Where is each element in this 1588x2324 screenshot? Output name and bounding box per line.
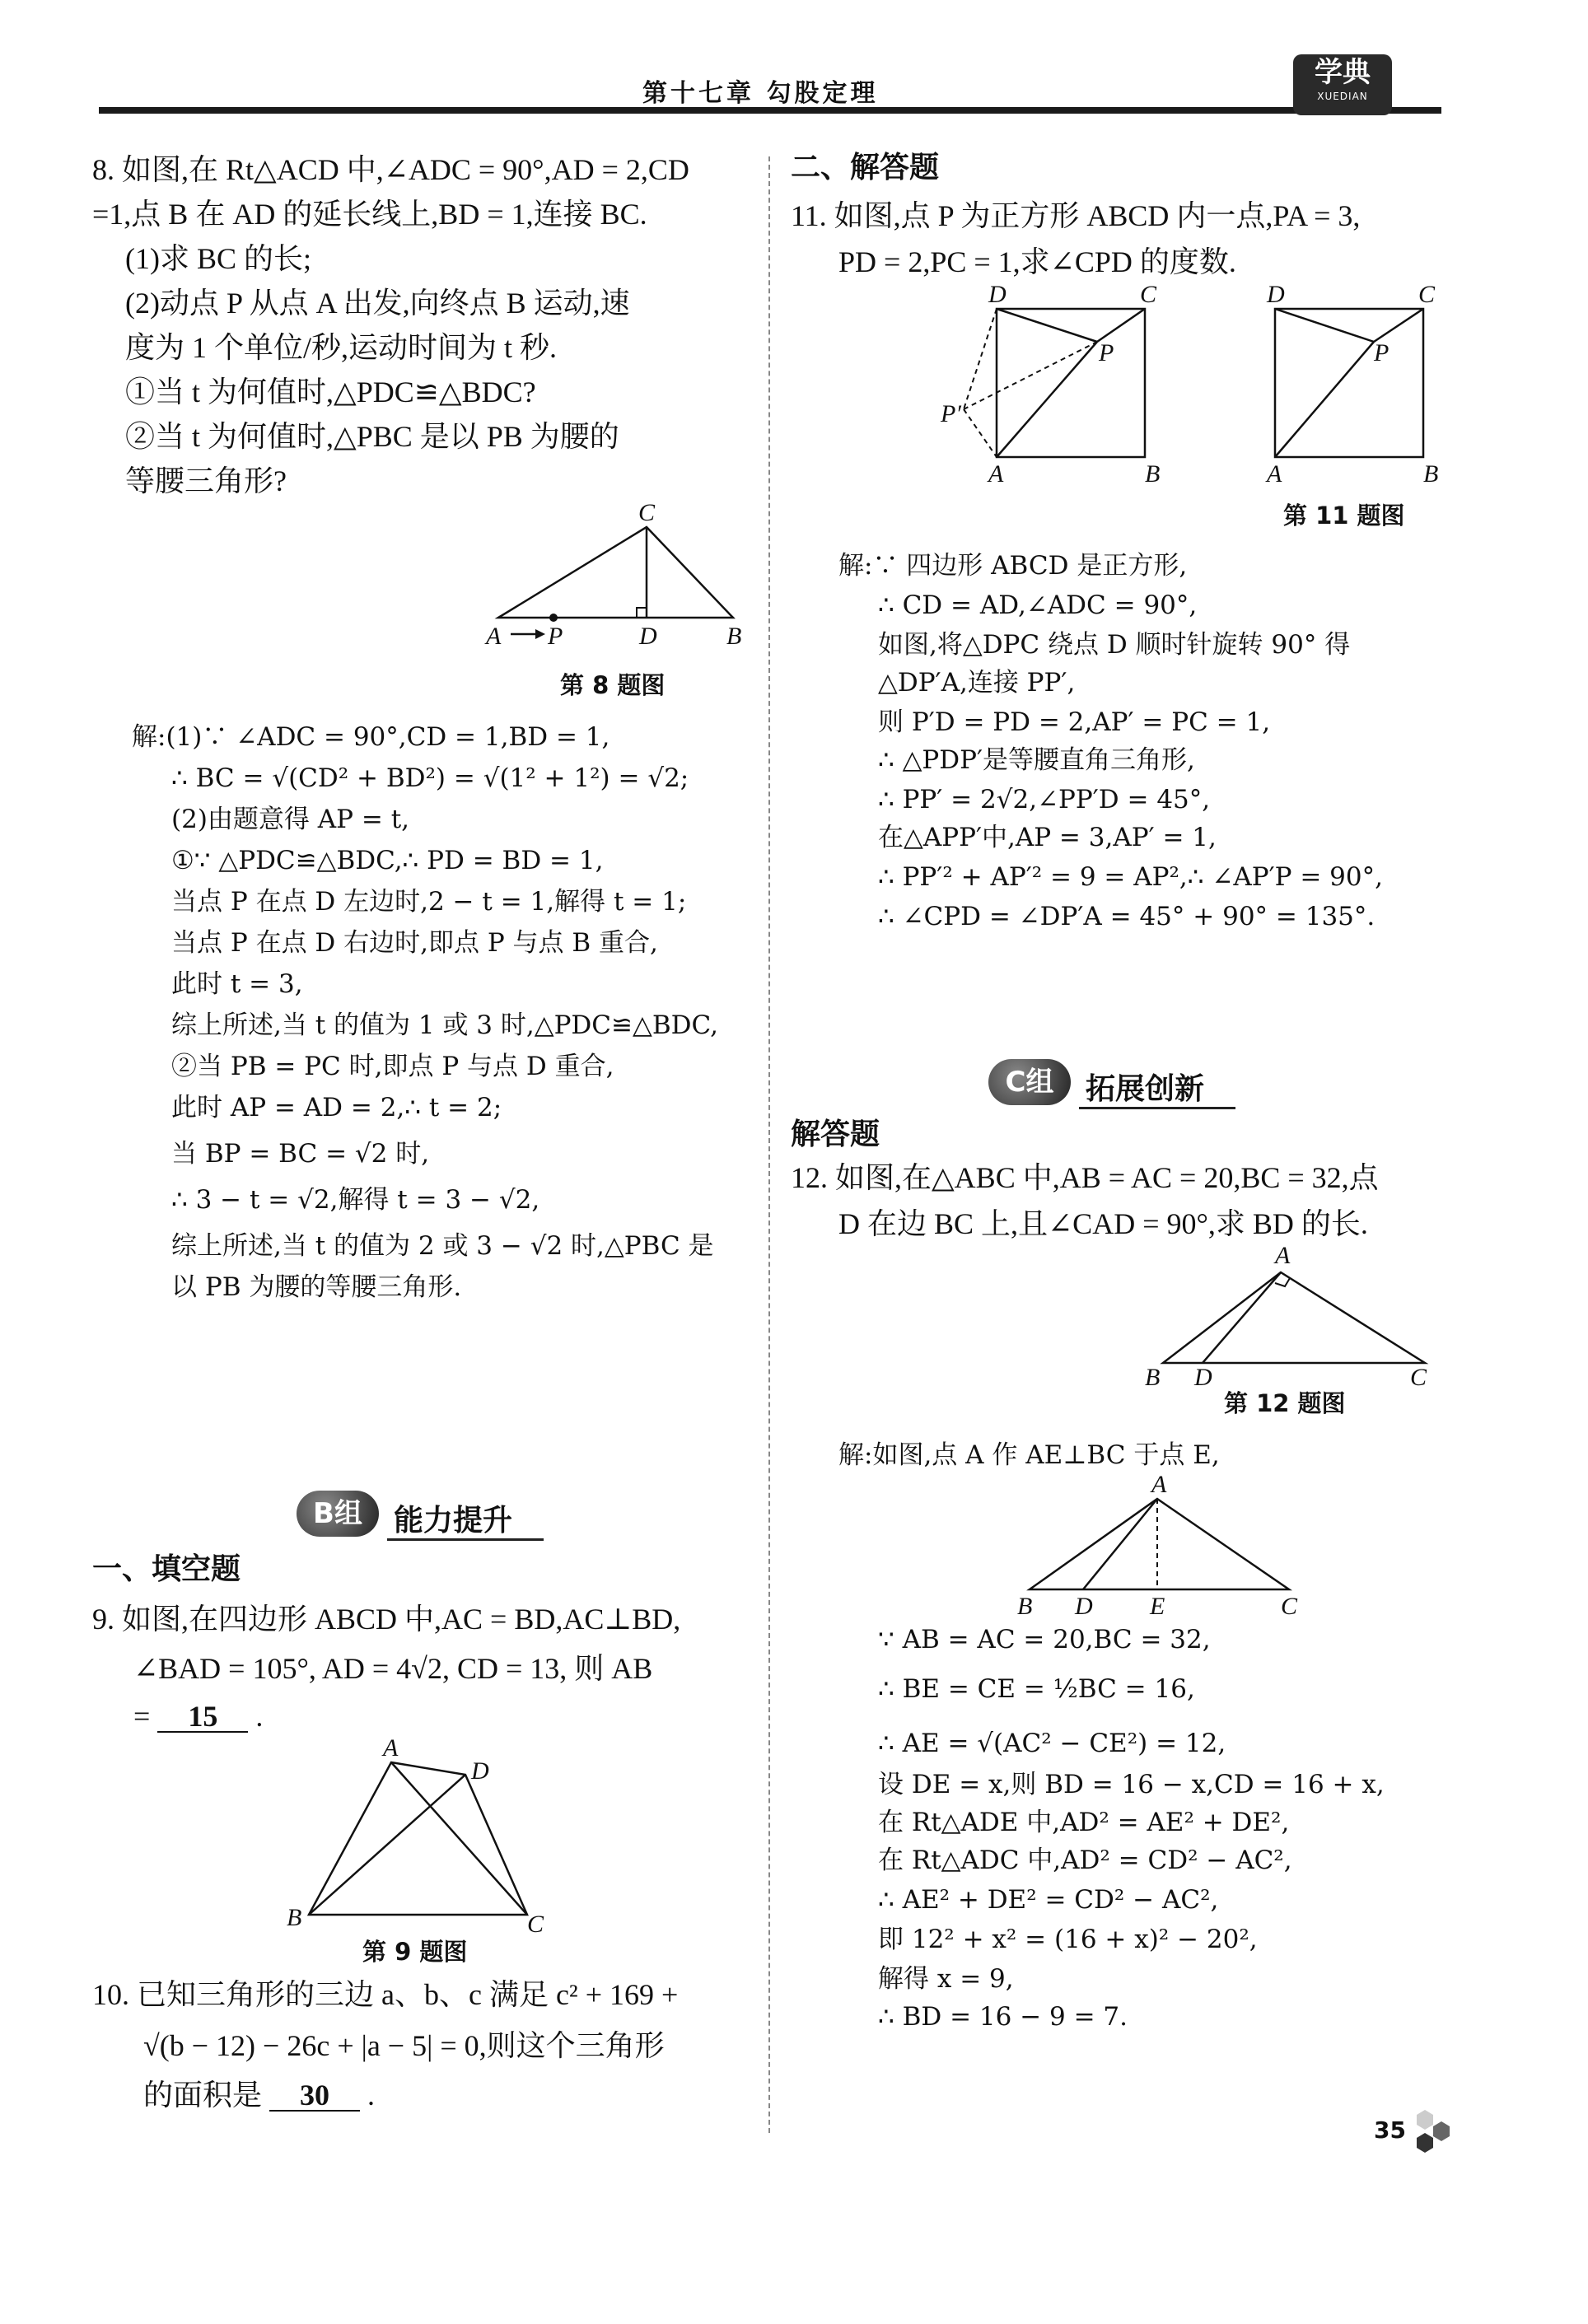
- q8-sol-line-12: ∴ 3 − t = √2,解得 t = 3 − √2,: [171, 1185, 540, 1215]
- figure-q11: [922, 280, 1466, 502]
- q12-line-1: 12. 如图,在△ABC 中,AB = AC = 20,BC = 32,点: [791, 1161, 1379, 1194]
- q12-right-angle-mark: [1275, 1278, 1290, 1286]
- group-c-underline: [1079, 1107, 1235, 1109]
- hexagon-dark: [1417, 2133, 1433, 2153]
- q12-figure-caption: 第 12 题图: [1224, 1389, 1346, 1417]
- q8-sol-line-3: (2)由题意得 AP = t,: [171, 805, 410, 834]
- q11-left-label-b: B: [1145, 460, 1161, 488]
- q8-line-3: (1)求 BC 的长;: [125, 242, 312, 275]
- q11-sol-line-10: ∴ ∠CPD = ∠DP′A = 45° + 90° = 135°.: [878, 902, 1375, 931]
- q11-sol-line-4: △DP′A,连接 PP′,: [878, 668, 1076, 698]
- figure-q9: [280, 1738, 577, 1952]
- q12-label-a: A: [1275, 1244, 1291, 1269]
- q9-quadrilateral: [309, 1762, 527, 1915]
- q8-label-d: D: [639, 623, 657, 650]
- q8-sol-line-13: 综上所述,当 t 的值为 2 或 3 − √2 时,△PBC 是: [171, 1231, 714, 1261]
- q11-line-2: PD = 2,PC = 1,求∠CPD 的度数.: [838, 245, 1236, 278]
- q10-answer: 30: [269, 2080, 360, 2112]
- q8-sol-line-11: 当 BP = BC = √2 时,: [171, 1139, 430, 1169]
- q8-label-c: C: [638, 502, 656, 526]
- q12-label-c: C: [1410, 1364, 1427, 1391]
- q12s-label-b: B: [1017, 1593, 1033, 1620]
- q9-answer: 15: [157, 1701, 248, 1733]
- q8-label-p: P: [548, 623, 563, 650]
- q12s-label-e: E: [1150, 1593, 1165, 1620]
- q11-left-cp: [1097, 309, 1145, 342]
- q8-point-p: [549, 614, 558, 622]
- q12s-triangle: [1030, 1499, 1289, 1589]
- q8-sol-line-10: 此时 AP = AD = 2,∴ t = 2;: [171, 1093, 502, 1122]
- q8-triangle: [498, 527, 733, 618]
- q12-line-2: D 在边 BC 上,且∠CAD = 90°,求 BD 的长.: [838, 1207, 1368, 1240]
- q12-sol-line-1: ∵ AB = AC = 20,BC = 32,: [878, 1625, 1211, 1654]
- fill-in-heading: 一、填空题: [92, 1552, 241, 1586]
- group-b-badge: B组: [297, 1491, 379, 1537]
- q12-label-b: B: [1145, 1364, 1161, 1391]
- q12s-label-d: D: [1075, 1593, 1093, 1620]
- q12-label-d: D: [1194, 1364, 1212, 1391]
- q8-sol-line-14: 以 PB 为腰的等腰三角形.: [171, 1272, 462, 1302]
- q10-prefix: 的面积是: [143, 2079, 263, 2112]
- publisher-logo: [1293, 54, 1392, 115]
- hexagon-light: [1417, 2110, 1433, 2130]
- q11-right-label-b: B: [1423, 460, 1439, 488]
- q11-right-label-c: C: [1418, 281, 1436, 308]
- q12-sol-line-8: 即 12² + x² = (16 + x)² − 20²,: [878, 1925, 1258, 1954]
- q12s-label-c: C: [1281, 1593, 1298, 1620]
- q9-figure-caption: 第 9 题图: [362, 1938, 468, 1966]
- q8-line-1: 8. 如图,在 Rt△ACD 中,∠ADC = 90°,AD = 2,CD: [92, 153, 689, 186]
- logo-text: 学典: [1315, 56, 1371, 89]
- q12-sol-line-10: ∴ BD = 16 − 9 = 7.: [878, 2002, 1128, 2032]
- group-b-title: 能力提升: [394, 1504, 513, 1538]
- q12-sol-line-7: ∴ AE² + DE² = CD² − AC²,: [878, 1885, 1219, 1915]
- q8-sol-line-5: 当点 P 在点 D 左边时,2 − t = 1,解得 t = 1;: [171, 887, 687, 917]
- q12-sol-line-2: ∴ BE = CE = ½BC = 16,: [878, 1674, 1195, 1704]
- q11-left-ap: [997, 342, 1097, 457]
- figure-q8: [478, 502, 758, 667]
- q9-label-a: A: [383, 1738, 399, 1762]
- q12-sol-line-9: 解得 x = 9,: [878, 1964, 1014, 1994]
- group-c-banner: [988, 1059, 1252, 1108]
- q12-triangle: [1163, 1272, 1425, 1363]
- solve-heading: 二、解答题: [791, 151, 940, 184]
- q8-right-angle-mark: [637, 608, 647, 618]
- q11-dashed-pp2: [964, 342, 1097, 409]
- q11-left-label-a: A: [988, 460, 1004, 488]
- q12-segment-ad: [1203, 1272, 1281, 1363]
- q8-line-7: ②当 t 为何值时,△PBC 是以 PB 为腰的: [125, 420, 619, 453]
- group-c-title: 拓展创新: [1086, 1072, 1205, 1106]
- q8-line-8: 等腰三角形?: [125, 464, 287, 497]
- q11-sol-line-9: ∴ PP′² + AP′² = 9 = AP²,∴ ∠AP′P = 90°,: [878, 862, 1383, 892]
- hexagon-mid: [1433, 2121, 1450, 2141]
- logo-subtext: XUEDIAN: [1317, 91, 1368, 102]
- q11-left-label-d: D: [988, 281, 1007, 308]
- q11-left-dp: [997, 309, 1097, 342]
- q12-solution-intro: 解:如图,点 A 作 AE⊥BC 于点 E,: [838, 1440, 1220, 1470]
- q11-right-dp: [1275, 309, 1374, 342]
- q11-left-label-p-prime: P′: [941, 400, 961, 427]
- q8-sol-line-4: ①∵ △PDC≌△BDC,∴ PD = BD = 1,: [171, 846, 604, 875]
- q11-right-ap: [1275, 342, 1374, 457]
- q11-dashed-p2a: [964, 409, 997, 457]
- q9-period: .: [255, 1700, 264, 1733]
- q11-left-label-c: C: [1140, 281, 1157, 308]
- q8-line-6: ①当 t 为何值时,△PDC≌△BDC?: [125, 376, 536, 408]
- column-divider: [768, 156, 770, 2133]
- q8-sol-line-7: 此时 t = 3,: [171, 969, 303, 999]
- q12-sol-line-6: 在 Rt△ADC 中,AD² = CD² − AC²,: [878, 1846, 1292, 1875]
- q11-figure-caption: 第 11 题图: [1283, 502, 1405, 530]
- q9-line-1: 9. 如图,在四边形 ABCD 中,AC = BD,AC⊥BD,: [92, 1603, 681, 1636]
- q10-line-2: √(b − 12) − 26c + |a − 5| = 0,则这个三角形: [143, 2029, 665, 2062]
- q9-label-b: B: [287, 1904, 302, 1931]
- q12-sol-line-5: 在 Rt△ADE 中,AD² = AE² + DE²,: [878, 1808, 1290, 1837]
- q8-line-4: (2)动点 P 从点 A 出发,向终点 B 运动,速: [125, 287, 630, 320]
- q11-sol-line-5: 则 P′D = PD = 2,AP′ = PC = 1,: [878, 707, 1271, 737]
- q11-right-label-d: D: [1267, 281, 1285, 308]
- q8-label-b: B: [726, 623, 742, 650]
- q8-line-2: =1,点 B 在 AD 的延长线上,BD = 1,连接 BC.: [92, 198, 647, 231]
- q11-square-right: [1275, 309, 1423, 457]
- q11-left-label-p: P: [1099, 339, 1114, 366]
- q10-line-3: [143, 2080, 375, 2112]
- group-b-underline: [387, 1538, 544, 1541]
- q9-label-c: C: [527, 1911, 544, 1938]
- q9-equals: =: [133, 1700, 151, 1733]
- q11-right-label-a: A: [1267, 460, 1282, 488]
- q8-arrow-head: [535, 629, 545, 639]
- q10-period: .: [367, 2079, 376, 2112]
- q9-diagonal-ac: [391, 1762, 527, 1915]
- chapter-title: 第十七章 勾股定理: [642, 79, 879, 108]
- group-b-banner: [297, 1491, 560, 1540]
- q9-line-3: [133, 1701, 263, 1733]
- q8-sol-line-6: 当点 P 在点 D 右边时,即点 P 与点 B 重合,: [171, 928, 658, 958]
- q8-figure-caption: 第 8 题图: [560, 671, 666, 699]
- q11-line-1: 11. 如图,点 P 为正方形 ABCD 内一点,PA = 3,: [791, 199, 1361, 232]
- q11-right-label-p: P: [1374, 339, 1390, 366]
- q11-sol-line-3: 如图,将△DPC 绕点 D 顺时针旋转 90° 得: [878, 630, 1351, 660]
- solve-heading-2: 解答题: [791, 1118, 880, 1151]
- q11-right-cp: [1374, 309, 1423, 342]
- q12-sol-line-4: 设 DE = x,则 BD = 16 − x,CD = 16 + x,: [878, 1770, 1385, 1799]
- group-c-badge: C组: [988, 1059, 1071, 1105]
- q11-sol-line-7: ∴ PP′ = 2√2,∠PP′D = 45°,: [878, 785, 1211, 814]
- q9-label-d: D: [471, 1757, 489, 1785]
- q8-sol-line-2: ∴ BC = √(CD² + BD²) = √(1² + 1²) = √2;: [171, 763, 689, 793]
- page-decoration: [1400, 2108, 1458, 2158]
- page-number: 35: [1374, 2116, 1406, 2144]
- q10-line-1: 10. 已知三角形的三边 a、b、c 满足 c² + 169 +: [92, 1978, 679, 2011]
- q8-sol-line-8: 综上所述,当 t 的值为 1 或 3 时,△PDC≌△BDC,: [171, 1010, 718, 1040]
- q8-sol-line-9: ②当 PB = PC 时,即点 P 与点 D 重合,: [171, 1052, 614, 1081]
- q12-sol-line-3: ∴ AE = √(AC² − CE²) = 12,: [878, 1729, 1226, 1758]
- q11-sol-line-1: 解:∵ 四边形 ABCD 是正方形,: [838, 551, 1188, 581]
- q12s-label-a: A: [1151, 1474, 1167, 1498]
- q9-diagonal-bd: [309, 1775, 465, 1915]
- q9-line-2: ∠BAD = 105°, AD = 4√2, CD = 13, 则 AB: [133, 1652, 653, 1685]
- q11-square-left: [997, 309, 1145, 457]
- q8-sol-line-1: 解:(1)∵ ∠ADC = 90°,CD = 1,BD = 1,: [132, 722, 610, 752]
- figure-q12-solution: [1005, 1474, 1318, 1622]
- q8-line-5: 度为 1 个单位/秒,运动时间为 t 秒.: [125, 331, 558, 364]
- q8-label-a: A: [486, 623, 502, 650]
- q11-sol-line-8: 在△APP′中,AP = 3,AP′ = 1,: [878, 823, 1217, 852]
- q11-sol-line-6: ∴ △PDP′是等腰直角三角形,: [878, 745, 1195, 775]
- q11-sol-line-2: ∴ CD = AD,∠ADC = 90°,: [878, 590, 1198, 620]
- figure-q12: [1145, 1244, 1450, 1392]
